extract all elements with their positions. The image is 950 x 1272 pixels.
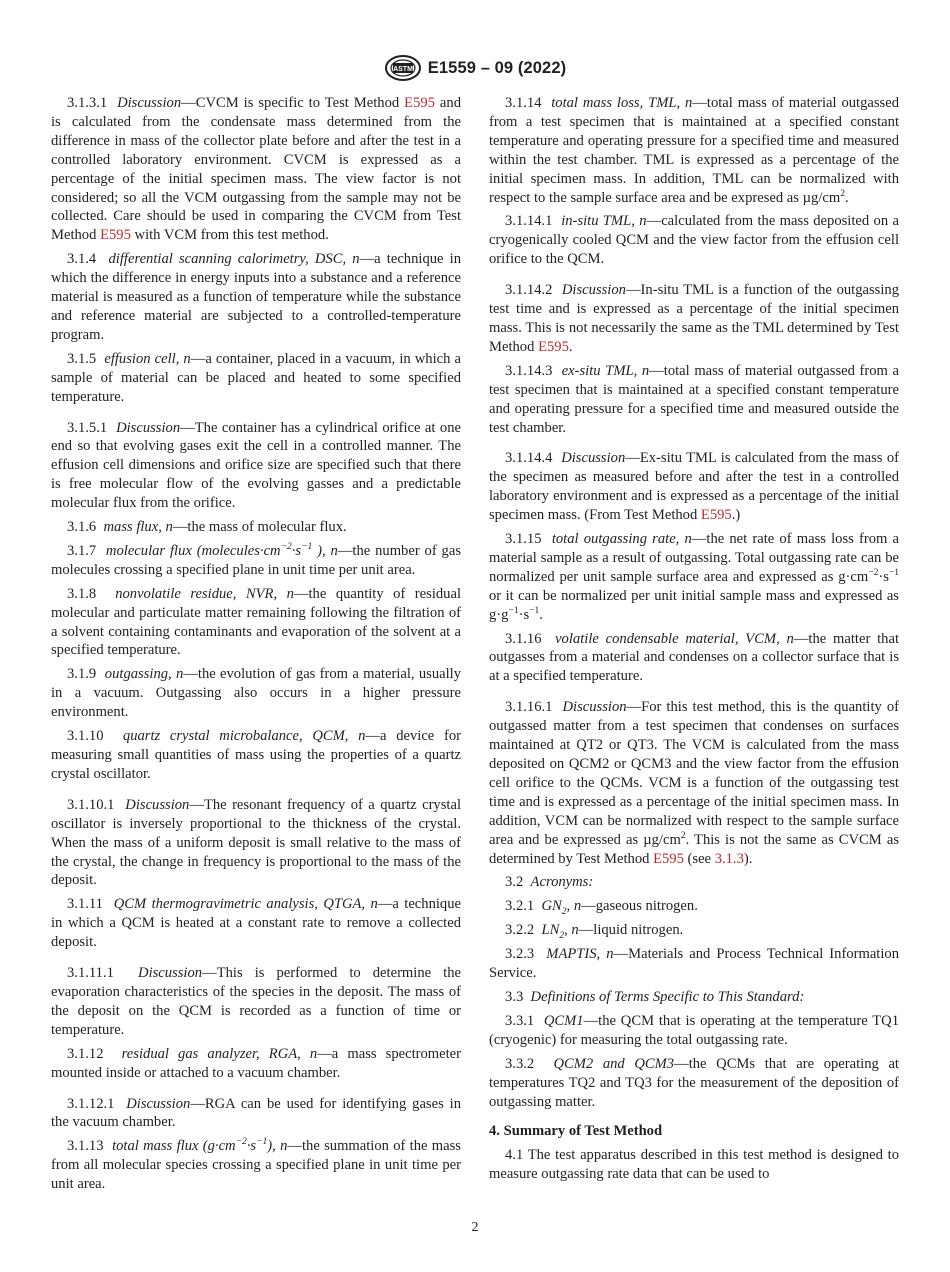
- link-e595[interactable]: E595: [100, 227, 131, 244]
- para-4-1: 4.1 The test apparatus described in this test method is designed to measure outgassing rate data that can be used to: [489, 1147, 899, 1183]
- para-3-1-8: 3.1.8 nonvolatile residue, NVR, n—the quantity of residual molecular and particulate matter remaining following the filtration of a solvent containing contaminants and evaporation of the solvent at a specified temperature.: [51, 585, 461, 659]
- svg-text:ASTM: ASTM: [392, 66, 413, 73]
- para-3-1-14: 3.1.14 total mass loss, TML, n—total mass of material outgassed from a test specimen that is maintained at a specified constant temperature and operating pressure for a specified time and measured within the test chamber. TML is expressed as a percentage of the initial specimen mass. In addition, TML can be normalized with respect to the sample surface area and be expresed as $\mu g/cm^2$.: [489, 95, 899, 206]
- para-3-1-5: 3.1.5 effusion cell, n—a container, placed in a vacuum, in which a sample of material can be placed and heated to some specified temperature.: [51, 350, 461, 405]
- para-3-1-11: 3.1.11 QCM thermogravimetric analysis, QTGA, n—a technique in which a QCM is heated at a constant rate to remove a collected deposit.: [51, 896, 462, 951]
- left-column: [51, 94, 461, 1199]
- para-3-1-6: 3.1.6 mass flux, n—the mass of molecular flux.: [67, 519, 347, 536]
- page-number: 2: [471, 1220, 479, 1235]
- page-header: [0, 54, 950, 82]
- para-3-1-14-4: 3.1.14.4 Discussion—Ex-situ TML is calculated from the mass of the specimen as measured before and after the test in a controlled laboratory environment and is expressed as a percentage of the initial specimen mass. (From Test Method E595.): [489, 450, 900, 524]
- para-3-1-13: 3.1.13 total mass flux $(g\cdot cm^{-2}\cdot s^{-1})$, n—the summation of the mass from all molecular species crossing a specified plane in unit time per unit area.: [51, 1137, 461, 1193]
- para-3-1-7: 3.1.7 molecular flux ($molecules\cdot cm^{-2}\cdot s^{-1}$ ), n—the number of gas molecules crossing a specified plane in unit time per unit area.: [51, 542, 462, 578]
- para-3-1-15: 3.1.15 total outgassing rate, n—the net rate of mass loss from a material sample as a result of outgassing. Total outgassing rate can be normalized per unit sample surface area and expressed as $g\cdot cm^{-2}\cdot s^{-1}$ or it can be normalized per unit initial sample mass and expressed as $g\cdot g^{-1}\cdot s^{-1}$.: [489, 531, 900, 623]
- para-3-1-10-1: 3.1.10.1 Discussion—The resonant frequency of a quartz crystal oscillator is inversely proportional to the thickness of the crystal. When the mass of a uniform deposit is small relative to the mass of the crystal, the change in frequency is proportional to the mass of the deposit.: [51, 796, 461, 889]
- para-3-2: 3.2 Acronyms:: [505, 874, 594, 891]
- para-3-1-4: 3.1.4 differential scanning calorimetry, DSC, n—a technique in which the difference in energy inputs into a substance and a reference material is measured as a function of temperature while the substance and reference material are subjected to a controlled-temperature program.: [51, 251, 462, 343]
- para-3-1-16: 3.1.16 volatile condensable material, VCM, n—the matter that outgasses from a material and condenses on a collector surface that is at a specified temperature.: [489, 630, 899, 685]
- document-id: E1559 – 09 (2022): [427, 58, 567, 77]
- para-3-2-3: 3.2.3 MAPTIS, n—Materials and Process Technical Information Service.: [489, 946, 900, 982]
- link-e595[interactable]: E595: [700, 507, 732, 524]
- para-3-1-5-1: 3.1.5.1 Discussion—The container has a cylindrical orifice at one end so that evolving gases exit the cell in a controlled manner. The effusion cell dimensions and orifice size are specified such that there is free molecular flow of the evolving gasses and a predictable molecular flux from the orifice.: [51, 419, 461, 512]
- para-3-3-1: 3.3.1 QCM1—the QCM that is operating at the temperature TQ1 (cryogenic) for measuring the total outgassing rate.: [489, 1012, 900, 1048]
- link-e595[interactable]: E595: [653, 850, 684, 867]
- astm-logo-icon: [384, 54, 422, 82]
- para-3-2-1: 3.2.1 $GN_2$, n—gaseous nitrogen.: [505, 898, 698, 918]
- para-3-1-14-2: 3.1.14.2 Discussion—In-situ TML is a function of the outgassing test time and is expressed as a percentage of the initial specimen mass. This is not necessarily the same as the TML determined by Test Method E595.: [489, 282, 899, 355]
- para-3-3: 3.3 Definitions of Terms Specific to This Standard:: [505, 988, 805, 1005]
- para-3-1-12: 3.1.12 residual gas analyzer, RGA, n—a mass spectrometer mounted inside or attached to a vacuum chamber.: [51, 1045, 462, 1081]
- para-3-3-2: 3.3.2 QCM2 and QCM3—the QCMs that are operating at temperatures TQ2 and TQ3 for the measurement of the deposition of outgassing matter.: [489, 1055, 899, 1110]
- para-3-2-2: 3.2.2 $LN_2$, n—liquid nitrogen.: [505, 922, 684, 942]
- section-heading-4: 4. Summary of Test Method: [489, 1123, 663, 1140]
- link-section-3-1-3[interactable]: 3.1.3: [714, 850, 744, 867]
- para-3-1-14-3: 3.1.14.3 ex-situ TML, n—total mass of material outgassed from a test specimen that is maintained at a specified constant temperature and operating pressure for a specified time and measured outside the test chamber.: [489, 362, 899, 436]
- para-3-1-14-1: 3.1.14.1 in-situ TML, n—calculated from the mass deposited on a cryogenically cooled QCM and the view factor from the effusion cell orifice to the QCM.: [489, 213, 900, 268]
- para-3-1-3-1: 3.1.3.1 Discussion—CVCM is specific to Test Method E595 and is calculated from the condensate mass determined from the difference in mass of the collector plate before and after the test in a controlled laboratory environment. CVCM is expressed as a percentage of the initial specimen mass. The view factor is not considered; so all the VCM outgassing from the sample may not be collected. Care should be used in comparing the CVCM from Test Method E595 with VCM from this test method.: [51, 95, 461, 244]
- right-column: [489, 94, 899, 1189]
- para-3-1-11-1: 3.1.11.1 Discussion—This is performed to determine the evaporation characteristics of the species in the deposit. The mass of the deposit on the QCM is recorded as a function of time or temperature.: [51, 965, 461, 1038]
- para-3-1-10: 3.1.10 quartz crystal microbalance, QCM, n—a device for measuring small quantities of mass using the properties of a quartz crystal oscillator.: [51, 728, 462, 782]
- link-e595[interactable]: E595: [404, 95, 435, 111]
- para-3-1-12-1: 3.1.12.1 Discussion—RGA can be used for identifying gases in the vacuum chamber.: [51, 1095, 462, 1131]
- para-3-1-9: 3.1.9 outgassing, n—the evolution of gas from a material, usually in a vacuum. Outgassing also occurs in a higher pressure environment.: [51, 666, 462, 721]
- link-e595[interactable]: E595: [538, 338, 569, 355]
- para-3-1-16-1: 3.1.16.1 Discussion—For this test method, this is the quantity of outgassed matter from a test specimen that condenses on surfaces maintained at QT2 or QT3. The VCM is calculated from the mass deposited on QCM2 or QCM3 and the view factor from the effusion cell orifice to the QCMs. VCM is a function of the outgassing test time and is expressed as a percentage of the initial specimen mass. In addition, VCM can be normalized with respect to the sample surface area and be expressed as $\mu g/cm^2$. This is not the same as CVCM as determined by Test Method E595 (see 3.1.3).: [489, 699, 899, 867]
